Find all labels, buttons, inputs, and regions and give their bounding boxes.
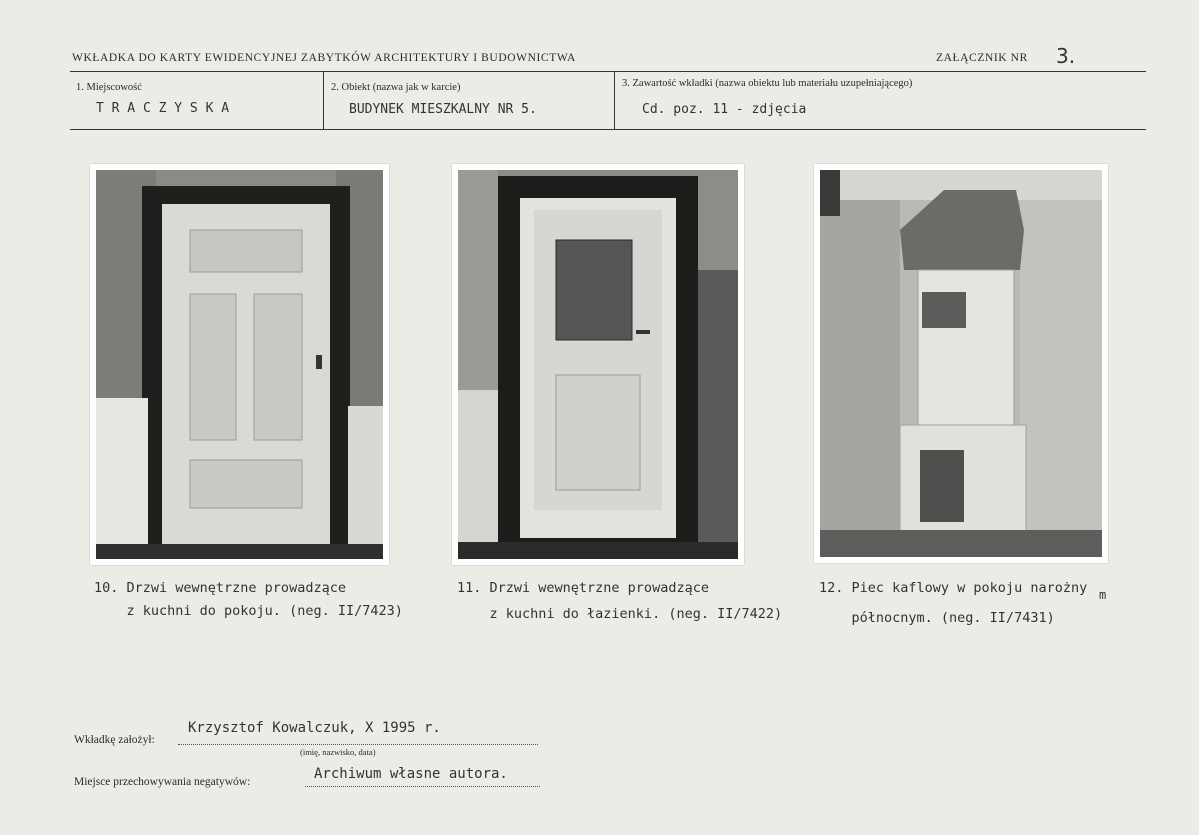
storage-line — [305, 785, 540, 787]
caption-10-line1: 10. Drzwi wewnętrzne prowadzące — [94, 580, 346, 596]
caption-12-suffix: m — [1099, 588, 1107, 602]
caption-10-line2: z kuchni do pokoju. (neg. II/7423) — [94, 603, 403, 619]
author-value: Krzysztof Kowalczuk, X 1995 r. — [188, 720, 441, 736]
photo-door-to-room — [90, 164, 389, 565]
object-label: 2. Obiekt (nazwa jak w karcie) — [331, 82, 461, 93]
storage-value: Archiwum własne autora. — [314, 766, 508, 782]
field-divider-2 — [614, 72, 615, 129]
photo-tiled-stove — [814, 164, 1108, 563]
contents-value: Cd. poz. 11 - zdjęcia — [642, 102, 807, 117]
field-divider-1 — [323, 72, 324, 129]
attachment-number: 3. — [1056, 44, 1076, 68]
author-line — [178, 743, 538, 745]
author-hint: (imię, nazwisko, data) — [300, 747, 376, 757]
object-value: BUDYNEK MIESZKALNY NR 5. — [349, 102, 537, 117]
attachment-label: ZAŁĄCZNIK NR — [936, 52, 1028, 64]
document-title: WKŁADKA DO KARTY EWIDENCYJNEJ ZABYTKÓW ARCHITEKTURY I BUDOWNICTWA — [72, 52, 576, 64]
caption-11-line2: z kuchni do łazienki. (neg. II/7422) — [457, 606, 783, 622]
caption-11-line1: 11. Drzwi wewnętrzne prowadzące — [457, 580, 709, 596]
author-label: Wkładkę założył: — [74, 734, 155, 746]
caption-12-line1: 12. Piec kaflowy w pokoju narożny — [819, 580, 1088, 596]
storage-label: Miejsce przechowywania negatywów: — [74, 776, 251, 788]
header-rule-bottom — [70, 129, 1146, 130]
header-rule-top — [70, 71, 1146, 72]
location-value: T R A C Z Y S K A — [96, 101, 230, 116]
contents-label: 3. Zawartość wkładki (nazwa obiektu lub materiału uzupełniającego) — [622, 78, 913, 89]
location-label: 1. Miejscowość — [76, 82, 142, 93]
caption-12-line2: północnym. (neg. II/7431) — [819, 610, 1055, 626]
photo-door-to-bathroom — [452, 164, 744, 565]
